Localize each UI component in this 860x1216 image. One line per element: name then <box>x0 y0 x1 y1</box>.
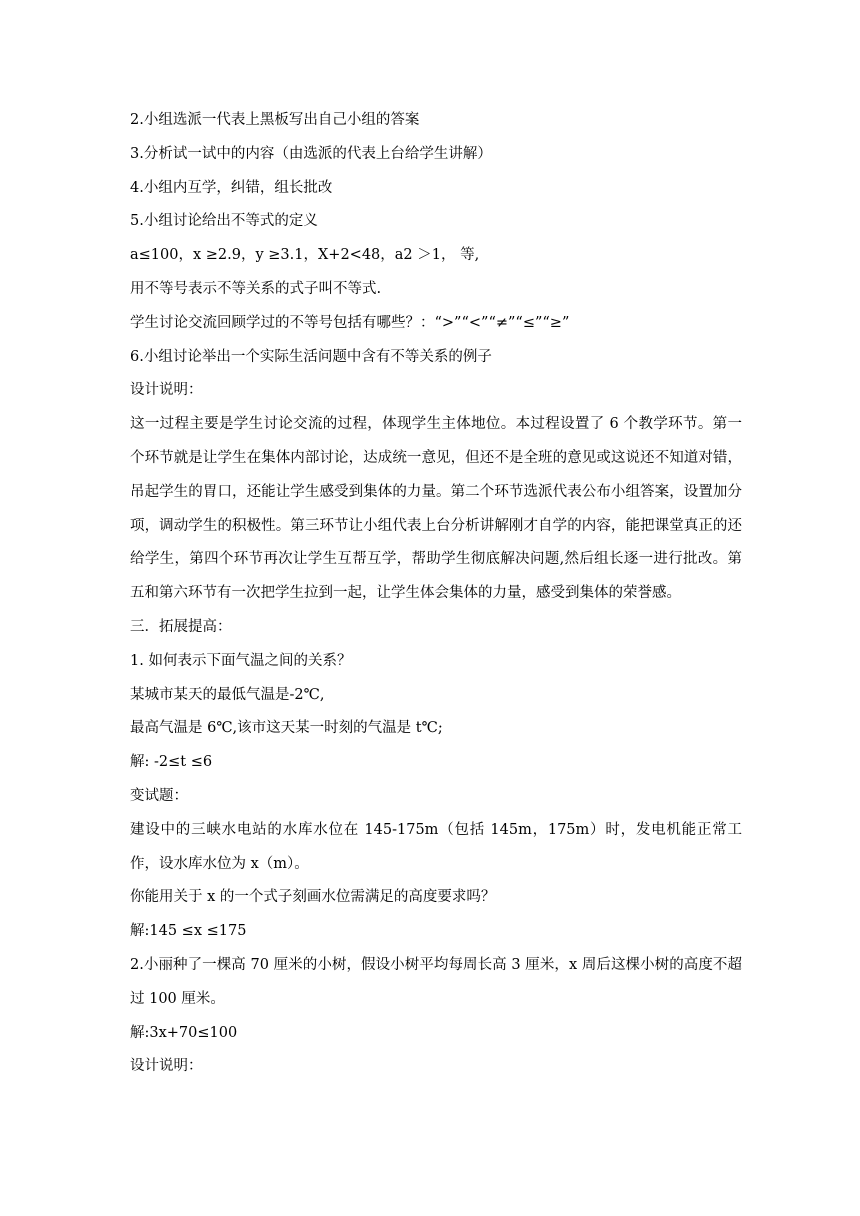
step-5-line: 5.小组讨论给出不等式的定义 <box>130 213 318 230</box>
question-1-line-b: 最高气温是 6℃,该市这天某一时刻的气温是 t℃; <box>130 720 443 737</box>
design-note-heading-2: 设计说明： <box>130 1058 203 1075</box>
question-1-line-a: 某城市某天的最低气温是-2℃, <box>130 686 325 703</box>
answer-2: 解:3x+70≤100 <box>130 1024 238 1041</box>
step-2-line: 2.小组选派一代表上黑板写出自己小组的答案 <box>130 112 420 128</box>
section-heading: 三．拓展提高： <box>130 618 232 635</box>
inequality-symbols: 学生讨论交流回顾学过的不等号包括有哪些？：“>”“<”“≠”“≤”“≥” <box>130 314 570 331</box>
document-body <box>130 104 742 1084</box>
variant-answer: 解:145 ≤x ≤175 <box>130 923 247 940</box>
variant-heading: 变试题： <box>130 787 188 804</box>
question-2: 2.小丽种了一棵高 70 厘米的小树，假设小树平均每周长高 3 厘米，x 周后这棵小树的高度不超过 100 厘米。 <box>130 956 742 1007</box>
variant-prompt: 你能用关于 x 的一个式子刻画水位需满足的高度要求吗？ <box>130 889 496 906</box>
question-1: 1. 如何表示下面气温之间的关系？ <box>130 652 352 669</box>
step-3-line: 3.分析试一试中的内容（由选派的代表上台给学生讲解） <box>130 145 492 162</box>
step-6-line: 6.小组讨论举出一个实际生活问题中含有不等关系的例子 <box>130 348 492 365</box>
inequality-examples: a≤100，x ≥2.9，y ≥3.1，X+2<48，a2 ＞1， 等, <box>130 247 480 264</box>
design-note-heading: 设计说明： <box>130 382 203 399</box>
design-note-paragraph: 这一过程主要是学生讨论交流的过程，体现学生主体地位。本过程设置了 6 个教学环节。第一个环节就是让学生在集体内部讨论，达成统一意见，但还不是全班的意见或这说还不知道对错，吊起学生的胃口，还能让学生感受到集体的力量。第二个环节选派代表公布小组答案，设置加分项，调动学生的积极性。第三环节让小组代表上台分析讲解刚才自学的内容，能把课堂真正的还给学生，第四个环节再次让学生互帮互学，帮助学生彻底解决问题,然后组长逐一进行批改。第五和第六环节有一次把学生拉到一起，让学生体会集体的力量，感受到集体的荣誉感。 <box>130 416 742 602</box>
variant-question: 建设中的三峡水电站的水库水位在 145-175m（包括 145m，175m）时，发电机能正常工作，设水库水位为 x（m）。 <box>130 821 742 872</box>
step-4-line: 4.小组内互学，纠错，组长批改 <box>130 179 333 196</box>
inequality-definition: 用不等号表示不等关系的式子叫不等式. <box>130 280 382 297</box>
answer-1: 解: -2≤t ≤6 <box>130 754 213 771</box>
